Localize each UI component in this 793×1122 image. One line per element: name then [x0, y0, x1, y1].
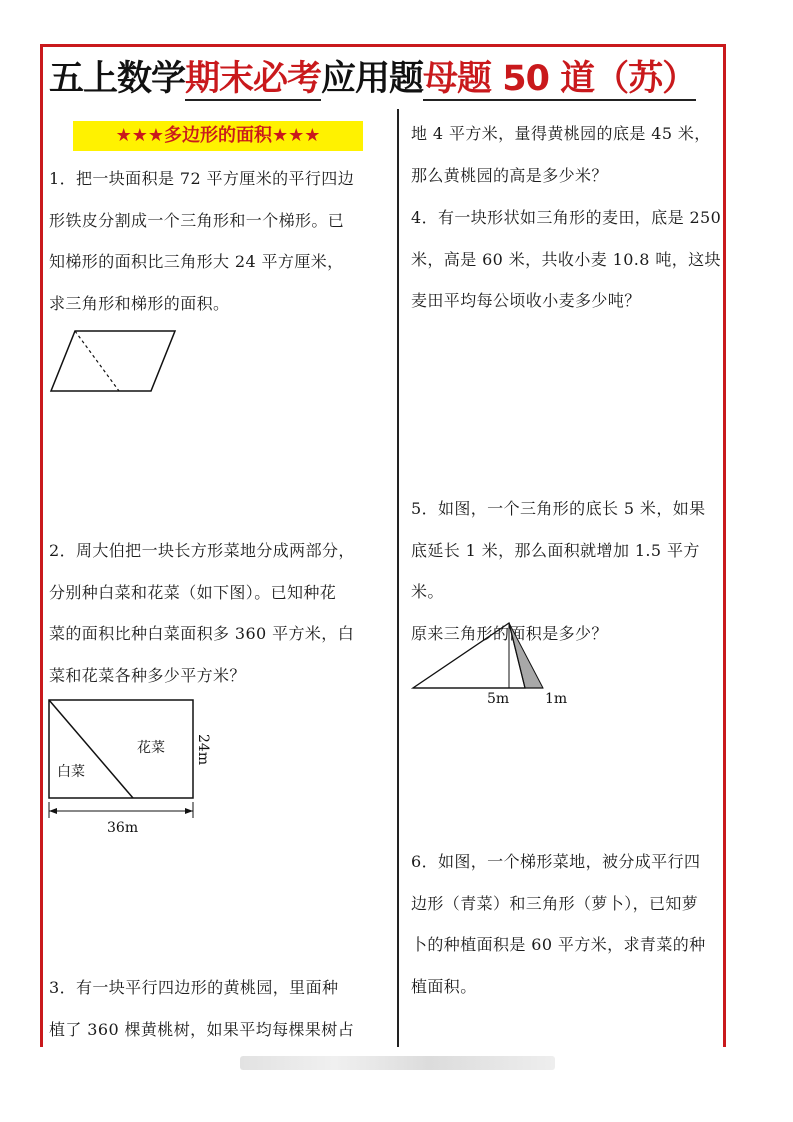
- page-frame: [40, 44, 726, 1047]
- question-4: 4．有一块形状如三角形的麦田，底是 250 米，高是 60 米，共收小麦 10.8 吨，这块 麦田平均每公顷收小麦多少吨？: [411, 208, 722, 310]
- question-2: 2．周大伯把一块长方形菜地分成两部分， 分别种白菜和花菜（如下图）。已知种花 菜的面积比种白菜面积多 360 平方米，白 菜和花菜各种多少平方米？: [49, 541, 355, 685]
- column-divider: [397, 109, 399, 1047]
- label-cauliflower: 花菜: [137, 740, 165, 756]
- triangle-figure: [413, 621, 573, 707]
- dim-arrow-left: [49, 808, 57, 814]
- question-6: 6．如图，一个梯形菜地，被分成平行四 边形（青菜）和三角形（萝卜），已知萝 卜的种植面积是 60 平方米，求青菜的种 植面积。: [411, 852, 706, 996]
- parallelogram-dashed-split: [75, 331, 119, 391]
- blurred-watermark: [240, 1056, 555, 1070]
- section-heading: ★★★多边形的面积★★★: [73, 121, 363, 151]
- label-height: 24m: [195, 734, 211, 766]
- original-triangle: [413, 623, 525, 688]
- page-title: 五上数学期末必考应用题母题 50 道（苏）: [49, 59, 697, 99]
- parallelogram-figure: [51, 329, 181, 393]
- label-cabbage: 白菜: [57, 764, 85, 780]
- question-3: 3．有一块平行四边形的黄桃园，里面种 植了 360 棵黄桃树，如果平均每棵果树占: [49, 978, 355, 1039]
- field-diagonal: [49, 700, 133, 798]
- parallelogram-shape: [51, 331, 175, 391]
- added-area-shaded: [509, 623, 543, 688]
- question-3-continued: 地 4 平方米，量得黄桃园的底是 45 米， 那么黄桃园的高是多少米？: [411, 124, 711, 185]
- rectangle-figure: [47, 698, 227, 838]
- question-1: 1．把一块面积是 72 平方厘米的平行四边 形铁皮分割成一个三角形和一个梯形。已 知梯形的面积比三角形大 24 平方厘米， 求三角形和梯形的面积。: [49, 169, 355, 313]
- label-width: 36m: [107, 820, 139, 836]
- label-extension: 1m: [545, 691, 568, 707]
- dim-arrow-right: [185, 808, 193, 814]
- label-base: 5m: [487, 691, 510, 707]
- question-5: 5．如图，一个三角形的底长 5 米，如果 底延长 1 米，那么面积就增加 1.5 平方米。 原来三角形的面积是多少？: [411, 499, 706, 643]
